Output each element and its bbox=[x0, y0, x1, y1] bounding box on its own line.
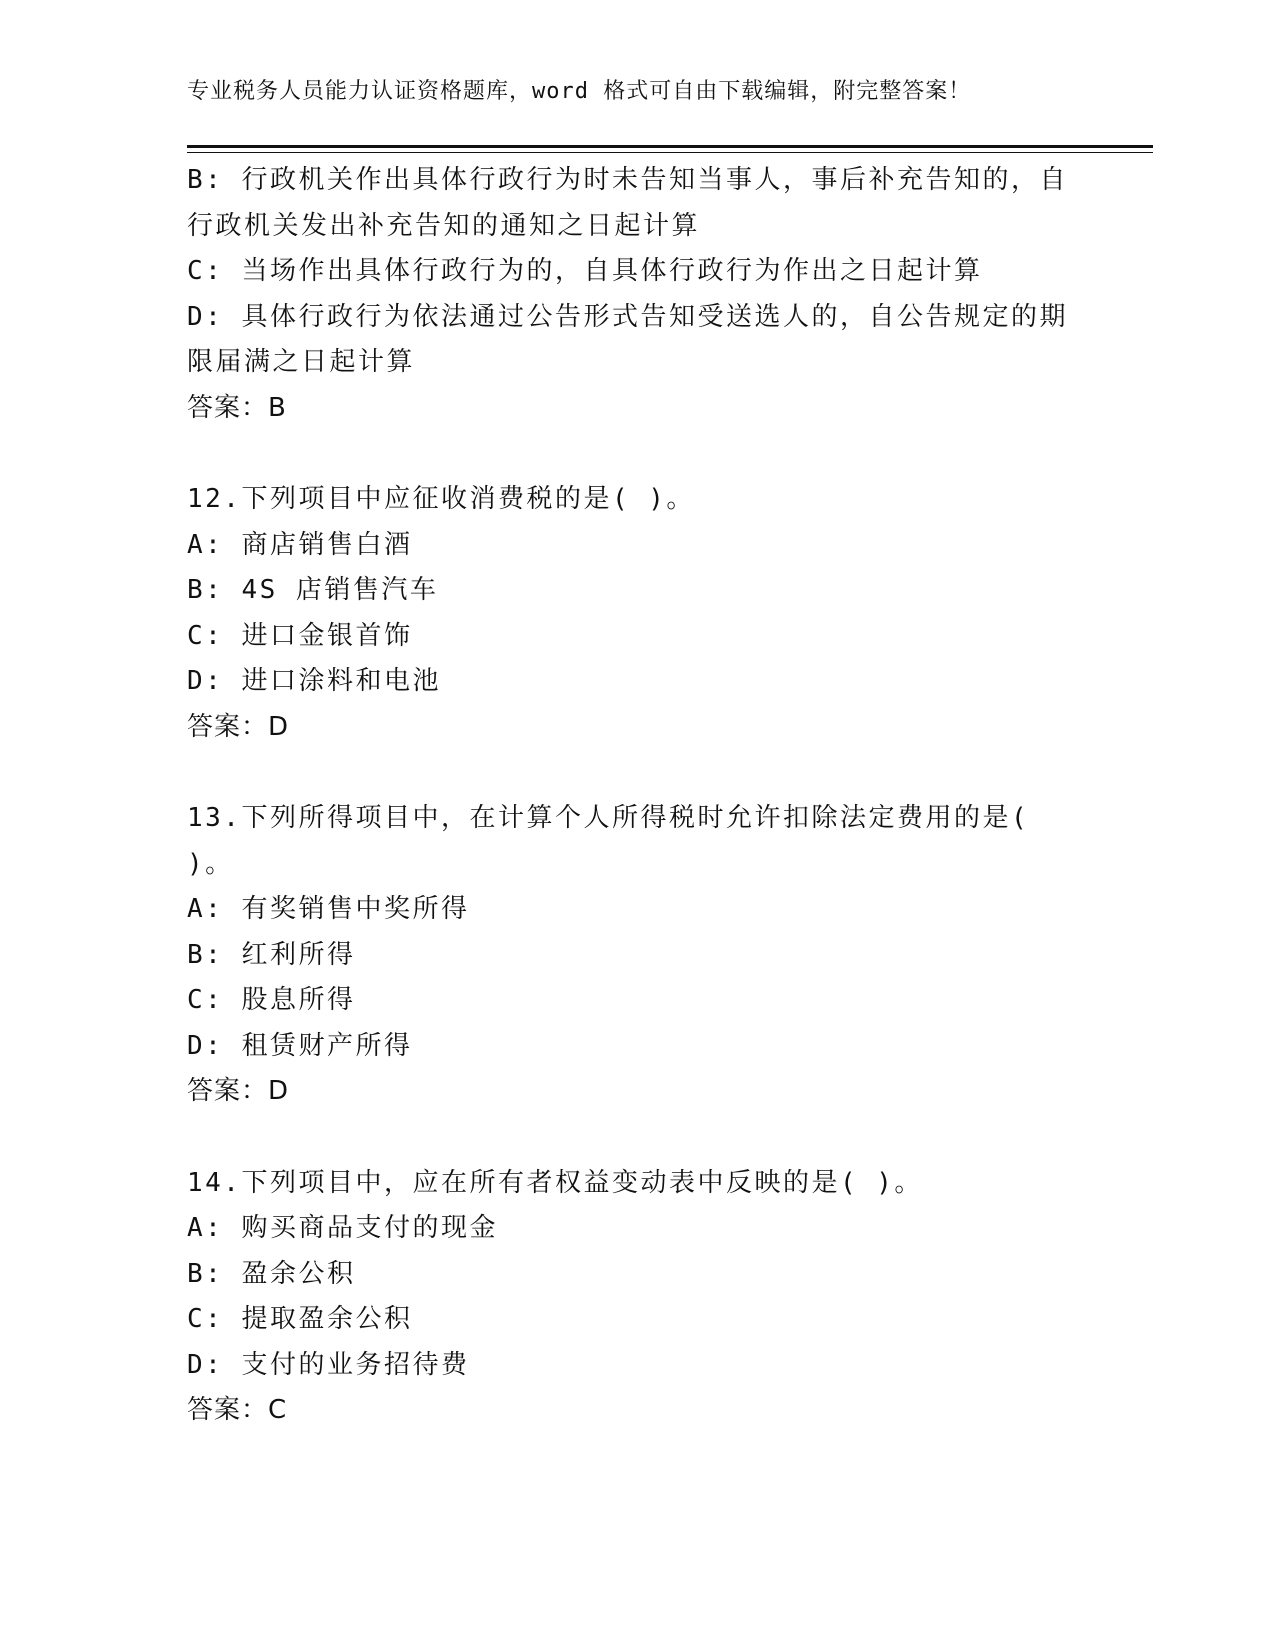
page-header: 专业税务人员能力认证资格题库，word 格式可自由下载编辑，附完整答案！ bbox=[187, 79, 972, 104]
option-line: C: 当场作出具体行政行为的，自具体行政行为作出之日起计算 bbox=[187, 256, 983, 286]
question-stem: 12.下列项目中应征收消费税的是( )。 bbox=[187, 484, 695, 514]
question-stem: 13.下列所得项目中，在计算个人所得税时允许扣除法定费用的是( bbox=[187, 803, 1030, 833]
answer-line: 答案：C bbox=[187, 1395, 288, 1425]
spacer bbox=[187, 431, 1087, 477]
option-d: D: 进口涂料和电池 bbox=[187, 666, 441, 696]
spacer bbox=[187, 1115, 1087, 1161]
header-rule-thin bbox=[187, 152, 1153, 153]
option-line: D: 具体行政行为依法通过公告形式告知受送选人的，自公告规定的期 bbox=[187, 301, 1068, 332]
question-13 bbox=[187, 796, 1087, 1115]
answer-line: 答案：D bbox=[187, 1076, 290, 1106]
option-a: A: 商店销售白酒 bbox=[187, 529, 413, 560]
option-line: B: 行政机关作出具体行政行为时未告知当事人，事后补充告知的，自 bbox=[187, 165, 1068, 195]
question-stem-continued: )。 bbox=[187, 848, 234, 879]
option-line: 限届满之日起计算 bbox=[187, 347, 416, 377]
spacer bbox=[187, 750, 1087, 796]
option-b: B: 红利所得 bbox=[187, 939, 356, 970]
option-b: B: 盈余公积 bbox=[187, 1258, 356, 1289]
option-a: A: 购买商品支付的现金 bbox=[187, 1213, 498, 1243]
option-c: C: 进口金银首饰 bbox=[187, 620, 413, 651]
option-line: 行政机关发出补充告知的通知之日起计算 bbox=[187, 210, 701, 241]
question-14 bbox=[187, 1161, 1087, 1434]
answer-line: 答案：D bbox=[187, 711, 290, 742]
option-d: D: 租赁财产所得 bbox=[187, 1030, 413, 1061]
prev-question-block bbox=[187, 158, 1087, 431]
answer-line: 答案：B bbox=[187, 392, 287, 423]
option-b: B: 4S 店销售汽车 bbox=[187, 575, 439, 605]
option-a: A: 有奖销售中奖所得 bbox=[187, 894, 470, 924]
option-c: C: 提取盈余公积 bbox=[187, 1304, 413, 1334]
option-d: D: 支付的业务招待费 bbox=[187, 1349, 470, 1380]
question-12 bbox=[187, 477, 1087, 750]
option-c: C: 股息所得 bbox=[187, 985, 356, 1015]
header-rule-thick bbox=[187, 145, 1153, 148]
question-stem: 14.下列项目中，应在所有者权益变动表中反映的是( )。 bbox=[187, 1167, 923, 1198]
document-body bbox=[187, 158, 1087, 1434]
